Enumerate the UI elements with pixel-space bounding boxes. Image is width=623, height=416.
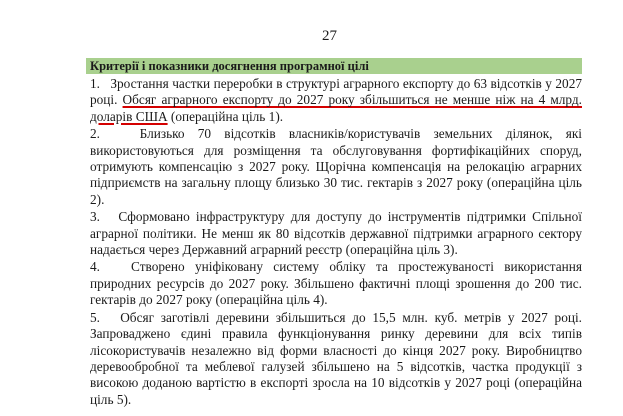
criteria-item-1-tail: (операційна ціль 1). — [167, 108, 284, 124]
criteria-item-1-highlight: Обсяг аграрного експорту до 2027 року збільшиться не менше ніж на 4 млрд. доларів США — [90, 92, 582, 124]
page-number: 27 — [322, 28, 337, 44]
criteria-item-1 — [90, 76, 582, 125]
section-title: Критерії і показники досягнення програмної цілі — [90, 59, 369, 73]
criteria-item-1-lead: 1. Зростання частки переробки в структурі аграрного експорту до 63 відсотків у 2027 році. — [90, 76, 582, 108]
section-header — [86, 58, 582, 74]
criteria-list — [90, 76, 582, 409]
criteria-item-2: 2. Близько 70 відсотків власників/користувачів земельних ділянок, які використовуються для розміщення та обслуговування фортифікаційних споруд, отримують компенсацію з 2027 року. Щорічна компенсація на релокацію аграрних підприємств на загальну площу близько 30 тис. гектарів з 2027 року (операційна ціль 2). — [90, 126, 582, 207]
criteria-item-4: 4. Створено уніфіковану систему обліку та простежуваності використання природних ресурсів до 2027 року. Збільшено фактичні площі зрошення до 200 тис. гектарів до 2027 року (операційна ціль 4). — [90, 259, 582, 308]
criteria-item-3: 3. Сформовано інфраструктуру для доступу до інструментів підтримки Спільної аграрної політики. Не менш як 80 відсотків державної підтримки аграрного сектору надається через Державний аграрний реєстр (операційна ціль 3). — [90, 209, 582, 258]
criteria-item-5: 5. Обсяг заготівлі деревини збільшиться до 15,5 млн. куб. метрів у 2027 році. Запроваджено єдині правила функціонування ринку деревини для всіх типів лісокористувачів незалежно від форми власності до кінця 2027 року. Виробництво деревообробної та меблевої галузей збільшено на 5 відсотків, частка продукції з високою доданою вартістю в експорті зросла на 10 відсотків у 2027 році (операційна ціль 5). — [90, 309, 582, 407]
